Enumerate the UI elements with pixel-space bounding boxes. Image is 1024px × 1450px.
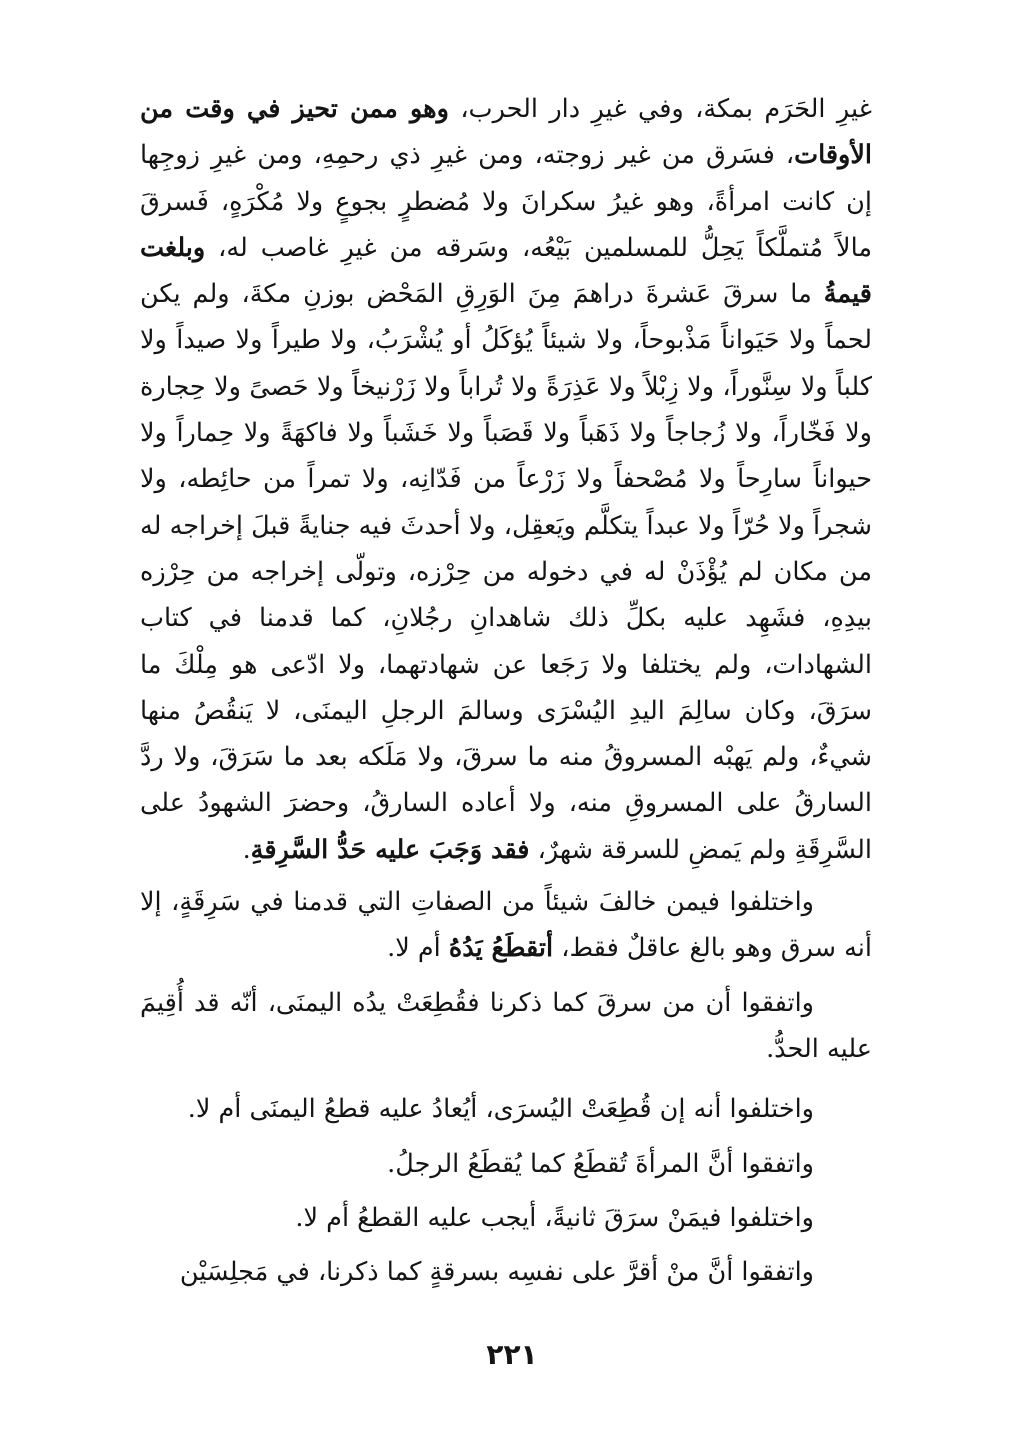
paragraph-agreement-confession: واتفقوا أنَّ منْ أقرَّ على نفسِه بسرقةٍ كما ذكرنا، في مَجلِسَيْن <box>179 1257 814 1288</box>
text-segment: ، فسَرق من غير زوجته، ومن غيرِ ذي رحمِهِ، ومن غيرِ زوجِها إن كانت امرأةً، وهو غيرُ سكرانَ ولا مُضطرٍ بجوعٍ ولا مُكْرَهٍ، فَسرقَ مالاً مُتملَّكاً يَحِلُّ للمسلمين بَيْعُه، وسَرقه من غيرِ غاصب له، <box>140 140 872 263</box>
page-body <box>140 86 872 1295</box>
text-segment: أم لا. <box>387 933 449 964</box>
paragraph-disagreement-left-hand: واختلفوا أنه إن قُطِعَتْ اليُسرَى، أيُعادُ عليه قطعُ اليمنَى أم لا. <box>187 1094 814 1125</box>
paragraph-theft-conditions <box>140 86 872 873</box>
bold-phrase: فقد وَجَبَ عليه حَدُّ السَّرِقةِ <box>250 834 530 865</box>
paragraph-disagreement-partial <box>140 879 872 972</box>
bold-phrase: وبلغت قيمةُ <box>140 232 872 310</box>
paragraph-agreement-right-hand: واتفقوا أن من سرقَ كما ذكرنا فقُطِعَتْ يدُه اليمنَى، أنّه قد أُقِيمَ عليه الحدُّ. <box>140 987 872 1064</box>
text-segment: . <box>242 834 251 865</box>
text-segment: ما سرقَ عَشرةَ دراهمَ مِنَ الوَرِقِ المَحْض بوزنِ مكةَ، ولم يكن لحماً ولا حَيَواناً مَذْبوحاً، ولا شيئاً يُؤكَلُ أو يُشْرَبُ، ولا طيراً ولا صيداً ولا كلباً ولا سِنَّوراً، ولا زِبْلاً ولا عَذِرَةً ولا تُراباً ولا زَرْنيخاً ولا حَصىً ولا حِجارة ولا فَخّاراً، ولا زُجاجاً ولا ذَهَباً ولا قَصَباً ولا خَشَباً ولا فاكهَةً ولا حِماراً ولا حيواناً سارِحاً ولا مُصْحفاً ولا زَرْعاً من فَدّانِه، ولا تمراً من حائِطه، ولا شجراً ولا حُرّاً ولا عبداً يتكلَّم ويَعقِل، ولا أحدثَ فيه جنايةً قبلَ إخراجه له من مكان لم يُؤْذَنْ له في دخوله من حِرْزه، وتولّى إخراجه من حِرْزه بيدِهِ، فشَهِد عليه بكلِّ ذلك شاهدانِ رجُلانِ، كما قدمنا في كتاب الشهادات، ولم يختلفا ولا رَجَعا عن شهادتهما، ولا ادّعى هو مِلْكَ ما سرَقَ، وكان سالِمَ اليدِ اليُسْرَى وسالمَ الرجلِ اليمنَى، لا يَنقُصُ منها شيءٌ، ولم يَهبْه المسروقُ منه ما سرقَ، ولا مَلَكه بعد ما سَرَقَ، ولا ردَّ السارقُ على المسروقِ منه، ولا أعاده السارقُ، وحضرَ الشهودُ على السَّرِقَةِ ولم يَمضِ للسرقة شهرٌ، <box>140 279 873 865</box>
paragraph-disagreement-repeat: واختلفوا فيمَنْ سرَقَ ثانيةً، أيجب عليه القطعُ أم لا. <box>295 1202 814 1233</box>
bold-phrase: أتقطَعُ يَدُهُ <box>448 933 554 964</box>
page-number: ٢٢١ <box>486 1338 538 1371</box>
text-segment: غيرِ الحَرَم بمكة، وفي غيرِ دار الحرب، <box>448 94 872 124</box>
text-segment: واختلفوا فيمن خالفَ شيئاً من الصفاتِ التي قدمنا في سَرِقَةٍ، إلا أنه سرق وهو بالغ عاقلٌ فقط، <box>140 887 872 964</box>
bold-phrase: وهو ممن تحيز في وقت من الأوقات <box>140 94 872 171</box>
paragraph-agreement-women: واتفقوا أنَّ المرأةَ تُقطَعُ كما يُقطَعُ الرجلُ. <box>387 1148 814 1179</box>
